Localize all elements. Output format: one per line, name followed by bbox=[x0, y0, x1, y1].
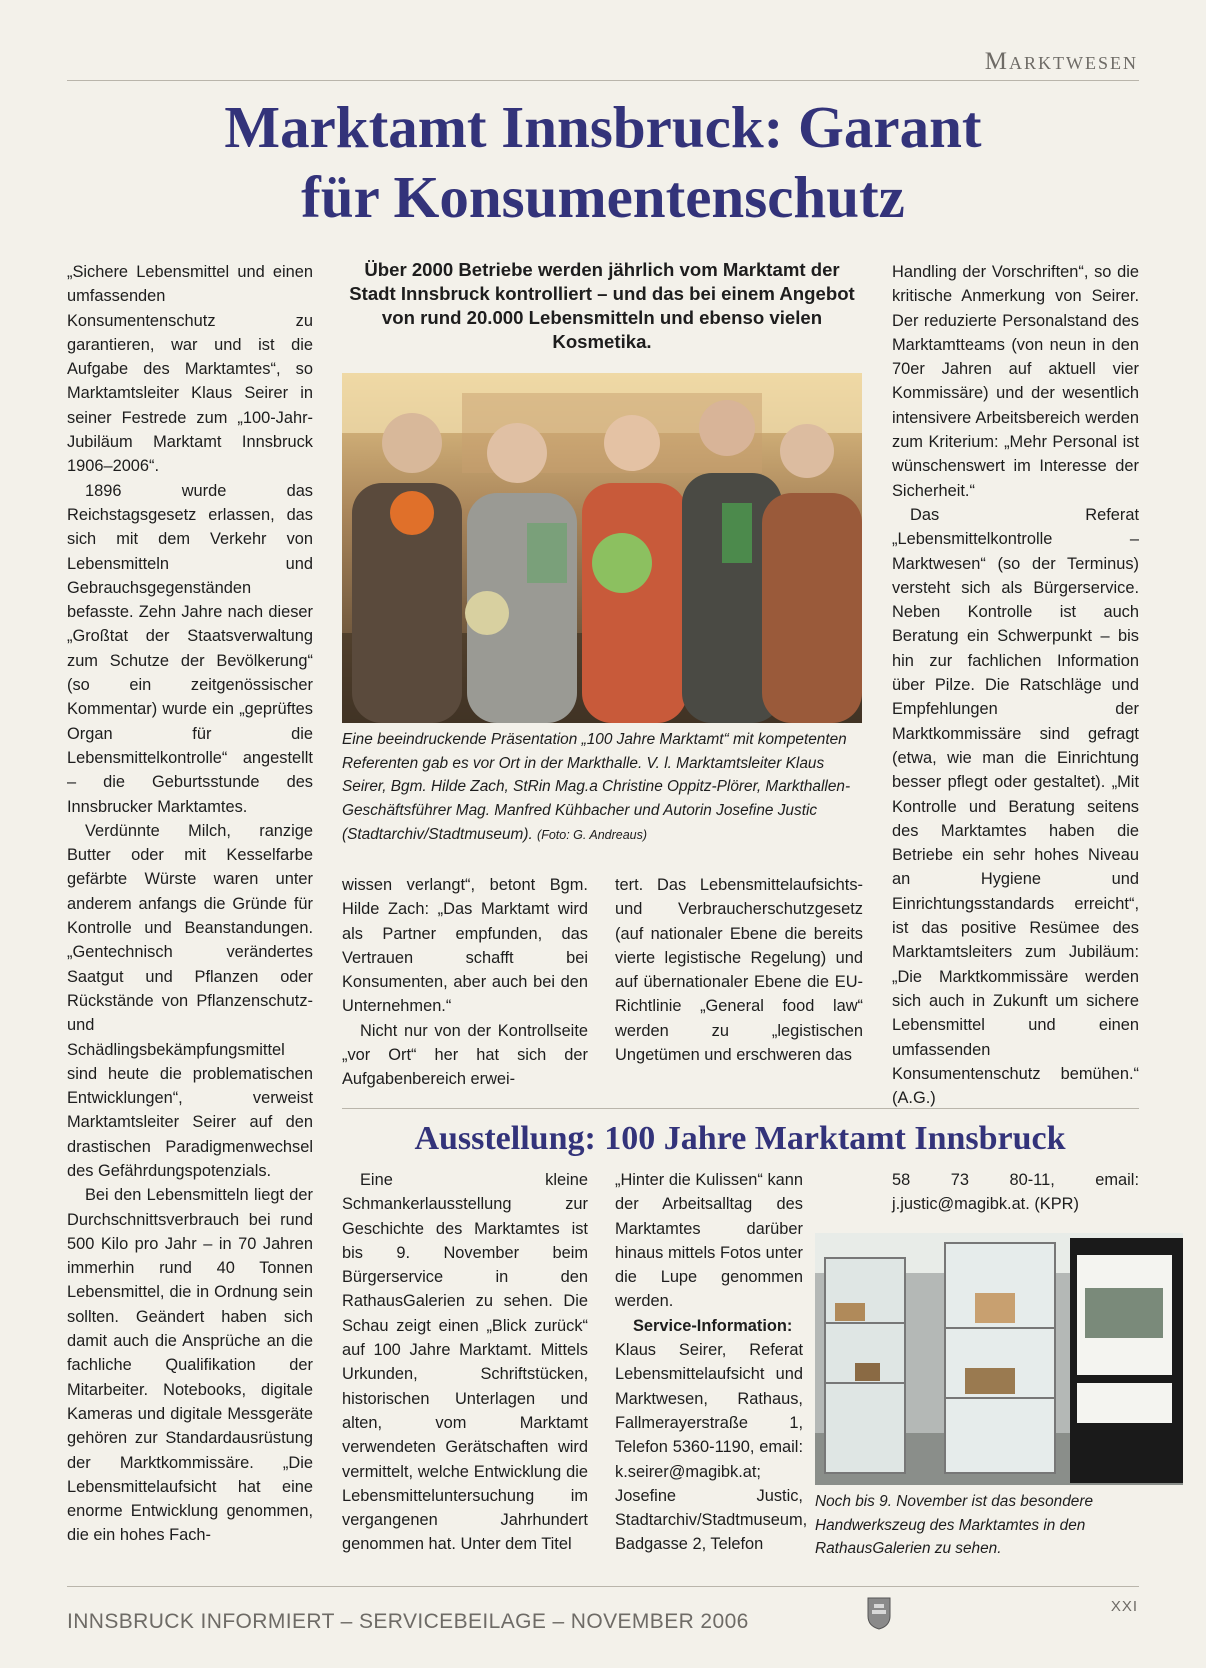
paragraph: Handling der Vorschriften“, so die kritische Anmerkung von Seirer. Der reduzierte Personalstand des Marktamtteams (von neun in den 70er Jahren auf aktuell vier Kommissäre) und der wesentlich intensivere Arbeitsbereich werden zum Kriterium: „Mehr Personal ist wünschenswert im Interesse der Sicherheit.“ bbox=[892, 263, 1139, 500]
paragraph: wissen verlangt“, betont Bgm. Hilde Zach: „Das Marktamt wird als Partner empfunden, das Vertrauen schafft bei Konsumenten, aber auch bei den Unternehmen.“ bbox=[342, 876, 588, 1016]
service-text: Klaus Seirer, Referat Lebensmittelaufsicht und Marktwesen, Rathaus, Fallmerayerstraße 1, Telefon 5360-1190, email: k.seirer@magibk.at; Josefine Justic, Stadtarchiv/Stadtmuseum, Badgasse 2, Telefon bbox=[615, 1341, 808, 1554]
article-column-4 bbox=[892, 260, 1139, 1110]
article-column-3 bbox=[615, 873, 863, 1067]
poster-board bbox=[1070, 1238, 1183, 1483]
paragraph: 58 73 80-11, email: j.justic@magibk.at. (KPR) bbox=[892, 1171, 1139, 1214]
headline-line-2: für Konsumentenschutz bbox=[301, 164, 905, 230]
city-crest-icon bbox=[866, 1596, 892, 1630]
exhibit-column-3 bbox=[615, 1168, 808, 1557]
display-case-1 bbox=[825, 1258, 905, 1473]
paragraph: Verdünnte Milch, ranzige Butter oder mit Kesselfarbe gefärbte Würste waren unter anderem anfangs die Gründe für Kontrolle und Beanstandungen. „Gentechnisch verändertes Saatgut und Pflanzen oder Rückstände von Pflanzenschutz- und Schädlingsbekämpfungsmittel sind heute die problematischen Entwicklungen“, verweist Marktamtsleiter Seirer auf den drastischen Paradigmenwechsel des Gefährdungspotenzials. bbox=[67, 821, 313, 1180]
caption-text: Eine beeindruckende Präsentation „100 Jahre Marktamt“ mit kompetenten Referenten gab es vor Ort in der Markthalle. V. l. Marktamtsleiter Klaus Seirer, Bgm. Hilde Zach, StRin Mag.a Christine Oppitz-Plörer, Markthallen-Geschäftsführer Mag. Manfred Kühbacher und Autorin Josefine Justic (Stadtarchiv/Stadtmuseum). bbox=[342, 731, 851, 843]
exhibit-rule bbox=[342, 1108, 1139, 1109]
headline-line-1: Marktamt Innsbruck: Garant bbox=[224, 94, 982, 160]
page-number: XXI bbox=[1110, 1598, 1138, 1615]
paragraph: tert. Das Lebensmittelaufsichts- und Verbraucherschutzgesetz (auf nationaler Ebene die bereits vierte legistische Regelung) und auf übernationaler Ebene die EU-Richtlinie „General food law“ werden zu „legistischen Ungetümen und erschweren das bbox=[615, 876, 863, 1065]
exhibit-illustration bbox=[815, 1233, 1183, 1485]
article-column-1 bbox=[67, 260, 313, 1548]
footer-publication: INNSBRUCK INFORMIERT – SERVICEBEILAGE – NOVEMBER 2006 bbox=[67, 1610, 749, 1633]
paragraph: Das Referat „Lebensmittelkontrolle – Marktwesen“ (so der Terminus) versteht sich als Bürgerservice. Neben Kontrolle ist auch Beratung ein Schwerpunkt – bis hin zur fachlichen Information über Pilze. Die Ratschläge und Empfehlungen der Marktkommissäre sind gefragt (etwa, wie man die Einrichtung besser pflegt oder gestaltet). „Mit Kontrolle und Beratung seitens des Marktamtes haben die Betriebe ein sehr hohes Niveau an Hygiene und Einrichtungsstandards erreicht“, ist das positive Resümee des Marktamtsleiters zum Jubiläum: „Die Marktkommissäre werden sich auch in Zukunft um sichere Lebensmittel und einen umfassenden Konsumentenschutz bemühen.“ (A.G.) bbox=[892, 505, 1139, 1108]
photo-credit: (Foto: G. Andreaus) bbox=[537, 827, 648, 842]
photo-caption bbox=[342, 728, 864, 848]
exhibit-photo-caption: Noch bis 9. November ist das besondere Handwerkszeug des Marktamtes in den RathausGalerien zu sehen. bbox=[815, 1493, 1094, 1558]
paragraph: „Sichere Lebensmittel und einen umfassenden Konsumentenschutz zu garantieren, war und ist die Aufgabe des Marktamtes“, so Marktamtsleiter Klaus Seirer in seiner Festrede zum „100-Jahr-Jubiläum Marktamt Innsbruck 1906–2006“. bbox=[67, 263, 313, 476]
footer-rule bbox=[67, 1586, 1139, 1587]
article-headline bbox=[67, 92, 1139, 232]
section-label: Marktwesen bbox=[984, 48, 1138, 75]
exhibit-column-4 bbox=[892, 1168, 1139, 1217]
paragraph: „Hinter die Kulissen“ kann der Arbeitsalltag des Marktamtes darüber hinaus mittels Fotos unter die Lupe genommen werden. bbox=[615, 1171, 803, 1311]
article-lead: Über 2000 Betriebe werden jährlich vom Marktamt der Stadt Innsbruck kontrolliert – und das bei einem Angebot von rund 20.000 Lebensmitteln und ebenso vielen Kosmetika. bbox=[349, 259, 855, 352]
exhibit-column-2 bbox=[342, 1168, 588, 1557]
header-rule bbox=[67, 80, 1139, 81]
photo-illustration bbox=[342, 373, 862, 723]
service-paragraph bbox=[615, 1314, 808, 1557]
service-label: Service-Information: bbox=[633, 1316, 793, 1335]
exhibit-headline: Ausstellung: 100 Jahre Marktamt Innsbruck bbox=[414, 1120, 1066, 1157]
market-presentation-photo bbox=[342, 373, 862, 723]
paragraph: Bei den Lebensmitteln liegt der Durchschnittsverbrauch bei rund 500 Kilo pro Jahr – in 70 Jahren immerhin rund 40 Tonnen Lebensmittel, die in Ordnung sein sollten. Geändert haben sich damit auch die Ansprüche an die fachliche Qualifikation der Mitarbeiter. Notebooks, digitale Kameras und digitale Messgeräte gehören zur Standardausrüstung der Marktkommissäre. „Die Lebensmittelaufsicht hat eine enorme Entwicklung genommen, die ein hohes Fach- bbox=[67, 1186, 313, 1545]
paragraph: 1896 wurde das Reichstagsgesetz erlassen, das sich mit dem Verkehr von Lebensmitteln und Gebrauchsgegenständen befasste. Zehn Jahre nach dieser „Großtat der Staatsverwaltung zum Schutze der Bevölkerung“ (so ein zeitgenössischer Kommentar) wurde ein „geprüftes Organ für die Lebensmittelkontrolle“ angestellt – die Geburtsstunde des Innsbrucker Marktamtes. bbox=[67, 481, 313, 816]
display-case-2 bbox=[945, 1243, 1055, 1473]
paragraph: Nicht nur von der Kontrollseite „vor Ort“ her hat sich der Aufgabenbereich erwei- bbox=[342, 1021, 588, 1089]
article-column-2 bbox=[342, 873, 588, 1092]
exhibition-photo bbox=[815, 1233, 1183, 1485]
paragraph: Eine kleine Schmankerlausstellung zur Geschichte des Marktamtes ist bis 9. November beim Bürgerservice in den RathausGalerien zu sehen. Die Schau zeigt einen „Blick zurück“ auf 100 Jahre Marktamt. Mittels Urkunden, Schriftstücken, historischen Unterlagen und alten, vom Marktamt verwendeten Gerätschaften wird vermittelt, welche Entwicklung die Lebensmitteluntersuchung im vergangenen Jahrhundert genommen hat. Unter dem Titel bbox=[342, 1171, 588, 1554]
